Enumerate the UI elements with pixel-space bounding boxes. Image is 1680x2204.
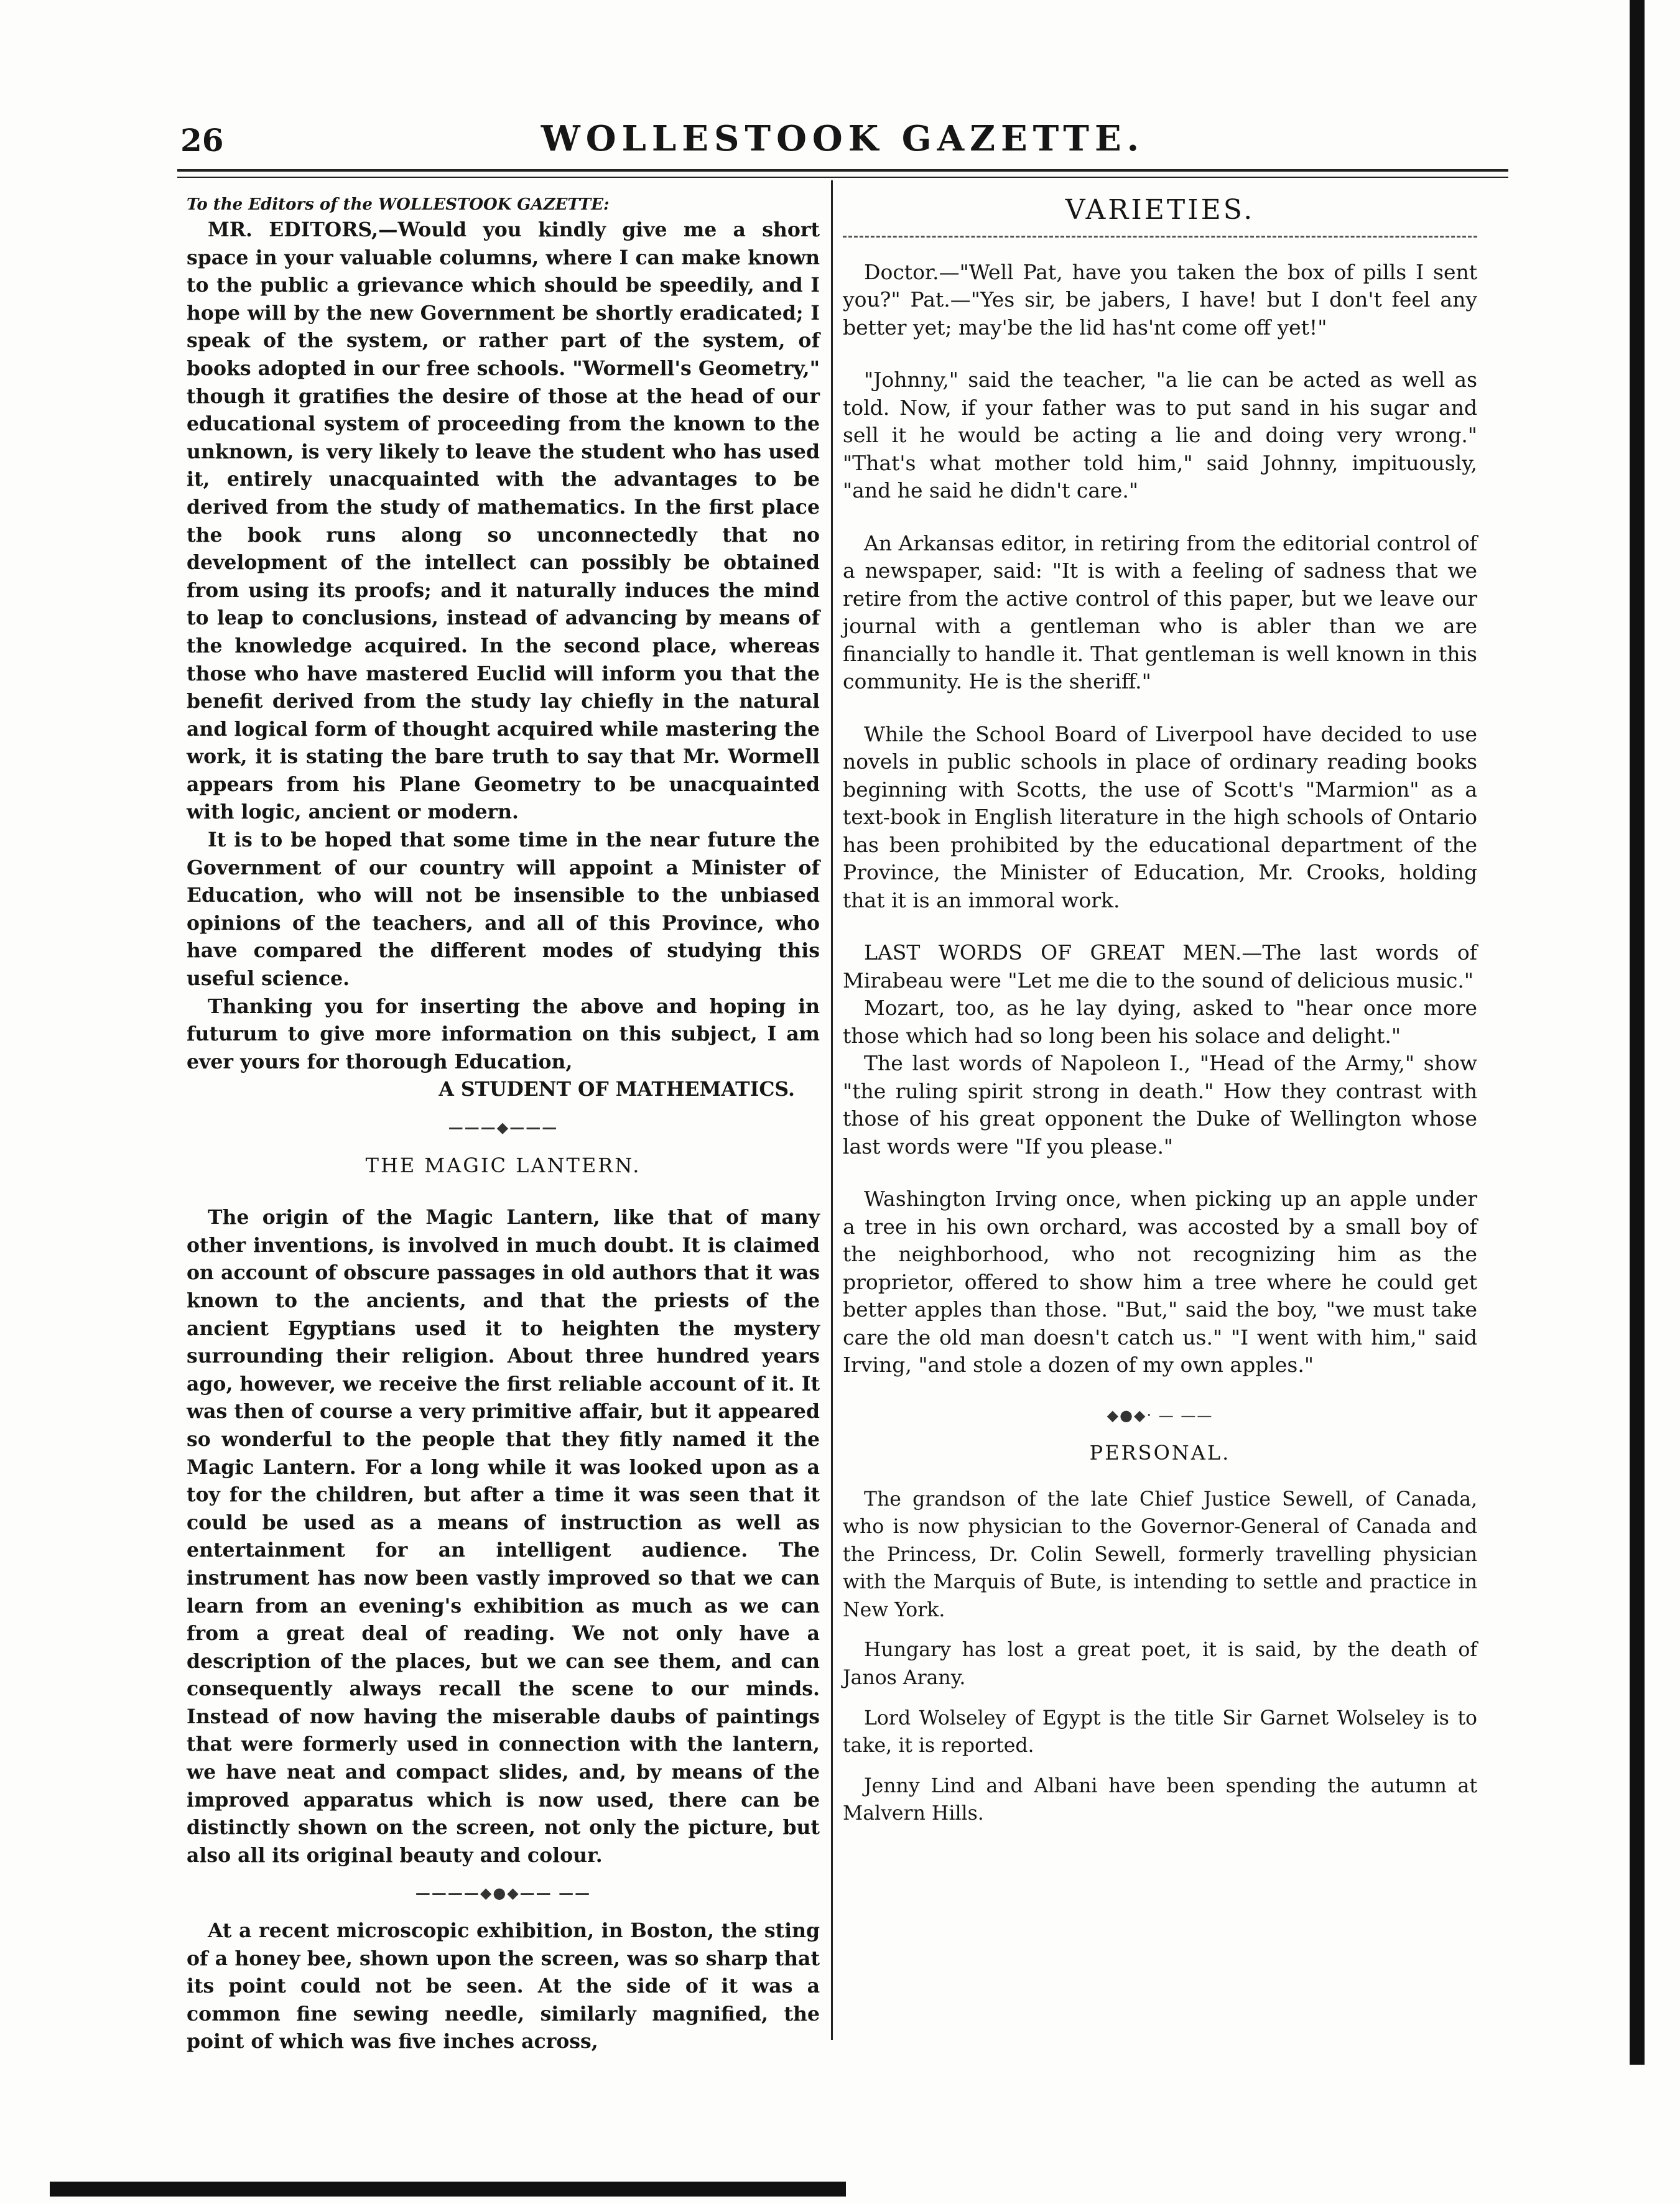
- varieties-rule: [843, 236, 1477, 238]
- left-column: [187, 193, 820, 2056]
- varieties-title: VARIETIES.: [1065, 194, 1255, 226]
- letter-paragraph: It is to be hoped that some time in the near future the Government of our country will appoint a Minister of Education, who will not be insensible to the unbiased opinions of the teachers, and all of this Province, who have compared the different modes of studying this useful science.: [187, 828, 820, 991]
- right-column: [843, 193, 1477, 1840]
- header-rule-top: [177, 169, 1508, 172]
- last-words-text: Mozart, too, as he lay dying, asked to "hear once more those which had so long been his solace and delight.": [843, 996, 1477, 1048]
- last-words-heading: LAST WORDS OF GREAT MEN.: [864, 940, 1242, 965]
- variety-item: "Johnny," said the teacher, "a lie can be acted as well as told. Now, if your father was to put sand in his sugar and sell it he would be acting a lie and doing very wrong." "That's what mother told him," said Johnny, impituously, "and he said he didn't care.": [843, 368, 1477, 502]
- personal-item: Jenny Lind and Albani have been spending the autumn at Malvern Hills.: [843, 1774, 1477, 1825]
- personal-section: [843, 1486, 1477, 1828]
- letter-paragraph: MR. EDITORS,—Would you kindly give me a short space in your valuable columns, where I can make known to the public a grievance which should be speedily, and I hope will by the new Government be shortly eradicated; I speak of the system, or rather part of the system, of books adopted in our free schools. "Wormell's Geometry," though it gratifies the desire of those at the head of our educational system of proceeding from the known to the unknown, is very likely to leave the student who has used it, entirely unacquainted with the advantages to be derived from the study of mathematics. In the first place the book runs along so unconnectedly that no development of the intellect can possibly be obtained from using its proofs; and it naturally induces the mind to leap to conclusions, instead of advancing by means of the knowledge acquired. In the second place, whereas those who have mastered Euclid will inform you that the benefit derived from the study lay chiefly in the natural and logical form of thought acquired while mastering the work, it is stating the bare truth to say that Mr. Wormell appears from his Plane Geometry to be unacquainted with logic, ancient or modern.: [187, 218, 820, 824]
- page-title: WOLLESTOOK GAZETTE.: [541, 118, 1145, 159]
- last-words-text: —The last words of Mirabeau were "Let me die to the sound of delicious music.": [843, 940, 1477, 993]
- section-divider: ———◆———: [448, 1118, 559, 1136]
- personal-item: Lord Wolseley of Egypt is the title Sir Garnet Wolseley is to take, it is reported.: [843, 1706, 1477, 1757]
- variety-item: An Arkansas editor, in retiring from the editorial control of a newspaper, said: "It is with a feeling of sadness that we retire from the active control of this paper, but we leave our journal with a gentleman who is abler than we are financially to handle it. That gentleman is well known in this community. He is the sheriff.": [843, 530, 1477, 693]
- personal-item: The grandson of the late Chief Justice Sewell, of Canada, who is now physician to the Governor-General of Canada and the Princess, Dr. Colin Sewell, formerly travelling physician with the Marquis of Bute, is intending to settle and practice in New York.: [843, 1488, 1477, 1621]
- right-edge-bar: [1630, 0, 1645, 2065]
- magic-lantern-title: THE MAGIC LANTERN.: [365, 1153, 641, 1177]
- column-divider: [831, 180, 833, 2040]
- bottom-edge-bar: [50, 2182, 846, 2197]
- page-number: 26: [180, 122, 224, 159]
- header-rule-bottom: [177, 177, 1508, 178]
- magic-lantern-body: The origin of the Magic Lantern, like that of many other inventions, is involved in much doubt. It is claimed on account of obscure passages in old authors that it was known to the ancients, and that the priests of the ancient Egyptians used it to heighten the mystery surrounding their religion. About three hundred years ago, however, we receive the first reliable account of it. It was then of course a very primitive affair, but it appeared so wonderful to the people that they fitly named it the Magic Lantern. For a long while it was looked upon as a toy for the children, but after a time it was seen that it could be used as a means of instruction as well as entertainment for an intelligent audience. The instrument has now been vastly improved so that we can learn from an evening's exhibition as much as we can from a great deal of reading. We not only have a description of the places, but we can see them, and can consequently always recall the scene to our minds. Instead of now having the miserable daubs of paintings that were formerly used in connection with the lantern, we have neat and compact slides, and, by means of the improved apparatus which is now used, there can be distinctly shown on the screen, not only the picture, but also all its original beauty and colour.: [187, 1206, 820, 1867]
- variety-item: Doctor.—"Well Pat, have you taken the box of pills I sent you?" Pat.—"Yes sir, be jabers, I have! but I don't feel any better yet; may'be the lid has'nt come off yet!": [843, 259, 1477, 340]
- irving-paragraph: Washington Irving once, when picking up an apple under a tree in his own orchard, was accosted by a small boy of the neighborhood, who not recognizing him as the proprietor, offered to show him a tree where he could get better apples than those. "But," said the boy, "we must take care the old man doesn't catch us." "I went with him," said Irving, "and stole a dozen of my own apples.": [843, 1187, 1477, 1377]
- last-words-text: The last words of Napoleon I., "Head of the Army," show "the ruling spirit strong in death." How they contrast with those of his great opponent the Duke of Wellington whose last words were "If you please.": [843, 1051, 1477, 1159]
- section-divider: ◆●◆· — ——: [1107, 1406, 1214, 1424]
- letter-salutation: To the Editors of the WOLLESTOOK GAZETTE:: [187, 195, 610, 214]
- page-header: [177, 104, 1508, 160]
- personal-item: Hungary has lost a great poet, it is said, by the death of Janos Arany.: [843, 1639, 1477, 1690]
- last-words-paragraph: [843, 939, 1477, 994]
- personal-title: PERSONAL.: [1089, 1441, 1231, 1465]
- letter-signature: A STUDENT OF MATHEMATICS.: [439, 1078, 795, 1101]
- section-divider: ————◆●◆—— ——: [415, 1884, 592, 1902]
- letter-paragraph: Thanking you for inserting the above and hoping in futurum to give more information on this subject, I am ever yours for thorough Education,: [187, 994, 820, 1073]
- variety-item: While the School Board of Liverpool have decided to use novels in public schools in place of ordinary reading books beginning with Scotts, the use of Scott's "Marmion" as a text-book in English literature in the high schools of Ontario has been prohibited by the educational department of the Province, the Minister of Education, Mr. Crooks, holding that it is an immoral work.: [843, 721, 1477, 912]
- bee-sting-paragraph: At a recent microscopic exhibition, in Boston, the sting of a honey bee, shown upon the screen, was so sharp that its point could not be seen. At the side of it was a common fine sewing needle, similarly magnified, the point of which was five inches across,: [187, 1919, 820, 2054]
